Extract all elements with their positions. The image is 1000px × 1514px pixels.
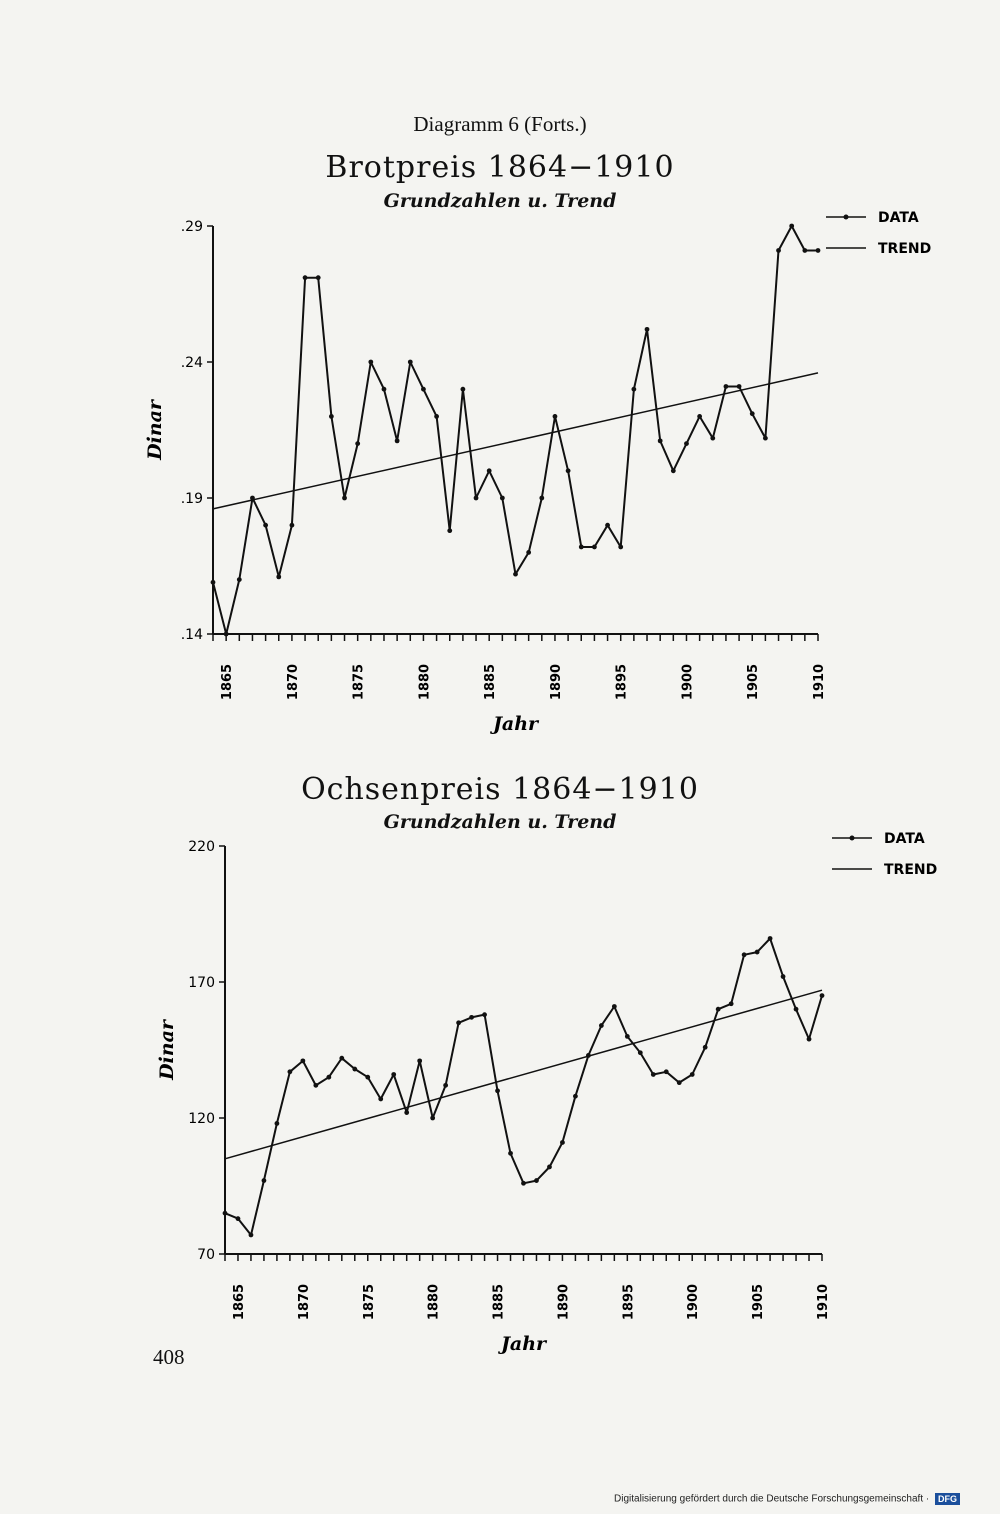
- data-point: [495, 1088, 500, 1093]
- data-point: [547, 1165, 552, 1170]
- data-point: [820, 993, 825, 998]
- y-tick-label: 220: [188, 839, 215, 855]
- page-header: Diagramm 6 (Forts.): [413, 112, 587, 136]
- x-tick-label: 1880: [417, 663, 433, 701]
- x-tick-label: 1905: [751, 1283, 767, 1321]
- data-point: [794, 1007, 799, 1012]
- x-tick-label: 1865: [231, 1283, 247, 1321]
- x-tick-label: 1880: [426, 1283, 442, 1321]
- x-tick-label: 1890: [548, 663, 564, 701]
- data-point: [430, 1116, 435, 1121]
- data-point: [313, 1083, 318, 1088]
- chart-title: Ochsenpreis 1864−1910: [301, 772, 699, 807]
- data-point: [599, 1023, 604, 1028]
- data-point: [521, 1181, 526, 1186]
- y-tick-label: 70: [197, 1247, 215, 1263]
- data-point: [275, 1121, 280, 1126]
- data-point: [443, 1083, 448, 1088]
- data-point: [677, 1080, 682, 1085]
- footer-credit-text: Digitalisierung gefördert durch die Deutsche Forschungsgemeinschaft: [614, 1493, 924, 1505]
- data-point: [586, 1053, 591, 1058]
- data-point: [664, 1069, 669, 1074]
- chart-subtitle: Grundzahlen u. Trend: [383, 190, 617, 212]
- data-point: [716, 1007, 721, 1012]
- data-point: [508, 1151, 513, 1156]
- data-point: [534, 1178, 539, 1183]
- data-point: [378, 1097, 383, 1102]
- legend-trend-label: TREND: [878, 241, 932, 257]
- data-point: [469, 1015, 474, 1020]
- y-tick-label: .24: [180, 355, 203, 371]
- data-point: [262, 1178, 267, 1183]
- x-tick-label: 1905: [746, 663, 762, 701]
- x-tick-label: 1870: [296, 1283, 312, 1321]
- x-tick-label: 1895: [621, 1283, 637, 1321]
- data-point: [755, 950, 760, 955]
- data-point: [482, 1012, 487, 1017]
- x-tick-label: 1910: [816, 1283, 831, 1321]
- data-point: [768, 936, 773, 941]
- x-tick-label: 1885: [491, 1283, 507, 1321]
- data-point: [391, 1072, 396, 1077]
- x-tick-label: 1885: [483, 663, 499, 701]
- data-point: [638, 1050, 643, 1055]
- data-point: [456, 1020, 461, 1025]
- data-point: [352, 1067, 357, 1072]
- trend-line: [225, 990, 822, 1159]
- y-tick-label: 170: [188, 975, 215, 991]
- data-point: [573, 1094, 578, 1099]
- data-point: [417, 1058, 422, 1063]
- data-point: [625, 1034, 630, 1039]
- data-point: [365, 1075, 370, 1080]
- x-tick-label: 1890: [556, 1283, 572, 1321]
- data-point: [404, 1110, 409, 1115]
- y-axis-label: Dinar: [144, 400, 166, 460]
- x-tick-label: 1875: [351, 663, 367, 701]
- x-tick-label: 1870: [285, 663, 301, 701]
- legend-data-label: DATA: [884, 831, 925, 847]
- chart-title: Brotpreis 1864−1910: [325, 150, 675, 185]
- data-point: [703, 1045, 708, 1050]
- data-point: [560, 1140, 565, 1145]
- x-axis-label: Jahr: [500, 1333, 547, 1355]
- x-tick-label: 1900: [686, 1283, 702, 1321]
- legend-data-marker: [850, 836, 855, 841]
- x-tick-label: 1900: [680, 663, 696, 701]
- data-point: [287, 1069, 292, 1074]
- data-point: [651, 1072, 656, 1077]
- y-tick-label: 120: [188, 1111, 215, 1127]
- dfg-logo-icon: DFG: [935, 1493, 960, 1505]
- page-number: 408: [153, 1345, 185, 1369]
- x-tick-label: 1865: [220, 663, 236, 701]
- x-axis-label: Jahr: [492, 713, 539, 735]
- y-tick-label: .19: [180, 491, 203, 507]
- data-point: [339, 1056, 344, 1061]
- y-tick-label: .29: [180, 219, 203, 235]
- y-axis-label: Dinar: [156, 1020, 178, 1080]
- data-point: [300, 1058, 305, 1063]
- data-point: [781, 974, 786, 979]
- data-point: [326, 1075, 331, 1080]
- footer-credit: Digitalisierung gefördert durch die Deutsche Forschungsgemeinschaft · DFG: [614, 1493, 960, 1505]
- legend-trend-label: TREND: [884, 862, 938, 878]
- data-point: [807, 1037, 812, 1042]
- chart-subtitle: Grundzahlen u. Trend: [383, 811, 617, 833]
- data-point: [690, 1072, 695, 1077]
- data-point: [729, 1001, 734, 1006]
- data-point: [249, 1233, 254, 1238]
- data-point: [223, 1211, 228, 1216]
- data-point: [612, 1004, 617, 1009]
- legend-data-label: DATA: [878, 210, 919, 226]
- x-tick-label: 1875: [361, 1283, 377, 1321]
- y-tick-label: .14: [180, 627, 203, 643]
- data-point: [742, 952, 747, 957]
- x-tick-label: 1910: [812, 663, 827, 701]
- x-tick-label: 1895: [614, 663, 630, 701]
- data-point: [236, 1216, 241, 1221]
